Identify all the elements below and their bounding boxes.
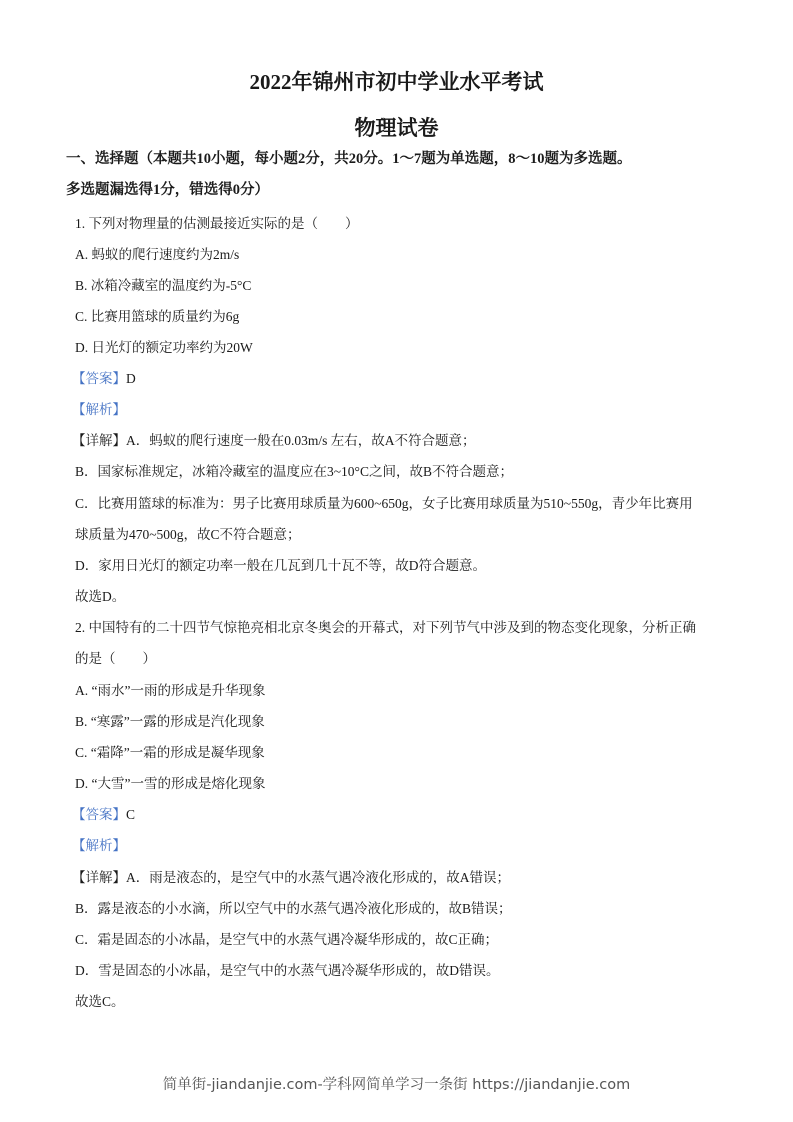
detail-line-1 bbox=[72, 869, 510, 887]
question-stem: 1. 下列对物理量的估测最接近实际的是（ ） bbox=[75, 216, 359, 231]
detail-line-4: D．雪是固态的小冰晶，是空气中的水蒸气遇冷凝华形成的，故D错误。 bbox=[75, 963, 500, 978]
question-stem-line-2: 的是（ ） bbox=[75, 651, 156, 666]
exam-subtitle: 物理试卷 bbox=[354, 116, 439, 140]
detail-line-3: C．比赛用篮球的标准为：男子比赛用球质量为600~650g，女子比赛用球质量为510~550g，青少年比赛用 bbox=[75, 496, 693, 511]
detail-text: A．雨是液态的，是空气中的水蒸气遇冷液化形成的，故A错误； bbox=[126, 870, 510, 885]
option-c: C. “霜降”一霜的形成是凝华现象 bbox=[75, 745, 265, 760]
detail-line-1 bbox=[72, 432, 476, 450]
question-stem-line-1: 2. 中国特有的二十四节气惊艳亮相北京冬奥会的开幕式，对下列节气中涉及到的物态变化现象，分析正确 bbox=[75, 620, 696, 635]
analysis-label: 【解析】 bbox=[72, 838, 126, 853]
conclusion-line: 故选D。 bbox=[75, 589, 126, 604]
detail-label: 【详解】 bbox=[72, 870, 126, 885]
section-header-line-2: 多选题漏选得1分，错选得0分） bbox=[66, 182, 269, 198]
answer-value: D bbox=[126, 371, 136, 386]
option-b: B. 冰箱冷藏室的温度约为-5°C bbox=[75, 278, 252, 293]
answer-line bbox=[72, 370, 136, 388]
answer-line bbox=[72, 806, 135, 824]
detail-text: A．蚂蚁的爬行速度一般在0.03m/s 左右，故A不符合题意； bbox=[126, 433, 476, 448]
conclusion-line: 故选C。 bbox=[75, 994, 125, 1009]
detail-line-4: 球质量为470~500g，故C不符合题意； bbox=[75, 527, 301, 542]
analysis-label: 【解析】 bbox=[72, 402, 126, 417]
answer-value: C bbox=[126, 807, 136, 822]
answer-label: 【答案】 bbox=[72, 371, 126, 386]
option-a: A. 蚂蚁的爬行速度约为2m/s bbox=[75, 247, 240, 262]
detail-line-2: B．露是液态的小水滴，所以空气中的水蒸气遇冷液化形成的，故B错误； bbox=[75, 901, 512, 916]
option-a: A. “雨水”一雨的形成是升华现象 bbox=[75, 683, 266, 698]
detail-label: 【详解】 bbox=[72, 433, 126, 448]
option-b: B. “寒露”一露的形成是汽化现象 bbox=[75, 714, 265, 729]
footer-watermark: 简单街-jiandanjie.com-学科网简单学习一条街 https://jiandanjie.com bbox=[162, 1077, 631, 1093]
option-c: C. 比赛用篮球的质量约为6g bbox=[75, 309, 240, 324]
answer-label: 【答案】 bbox=[72, 807, 126, 822]
detail-line-3: C．霜是固态的小冰晶，是空气中的水蒸气遇冷凝华形成的，故C正确； bbox=[75, 932, 499, 947]
option-d: D. “大雪”一雪的形成是熔化现象 bbox=[75, 776, 266, 791]
section-header-line-1: 一、选择题（本题共10小题，每小题2分，共20分。1～7题为单选题，8～10题为多选题。 bbox=[66, 151, 632, 167]
option-d: D. 日光灯的额定功率约为20W bbox=[75, 340, 253, 355]
detail-line-2: B．国家标准规定，冰箱冷藏室的温度应在3~10°C之间，故B不符合题意； bbox=[75, 464, 513, 479]
detail-line-5: D．家用日光灯的额定功率一般在几瓦到几十瓦不等，故D符合题意。 bbox=[75, 558, 486, 573]
exam-title: 2022年锦州市初中学业水平考试 bbox=[249, 70, 544, 94]
